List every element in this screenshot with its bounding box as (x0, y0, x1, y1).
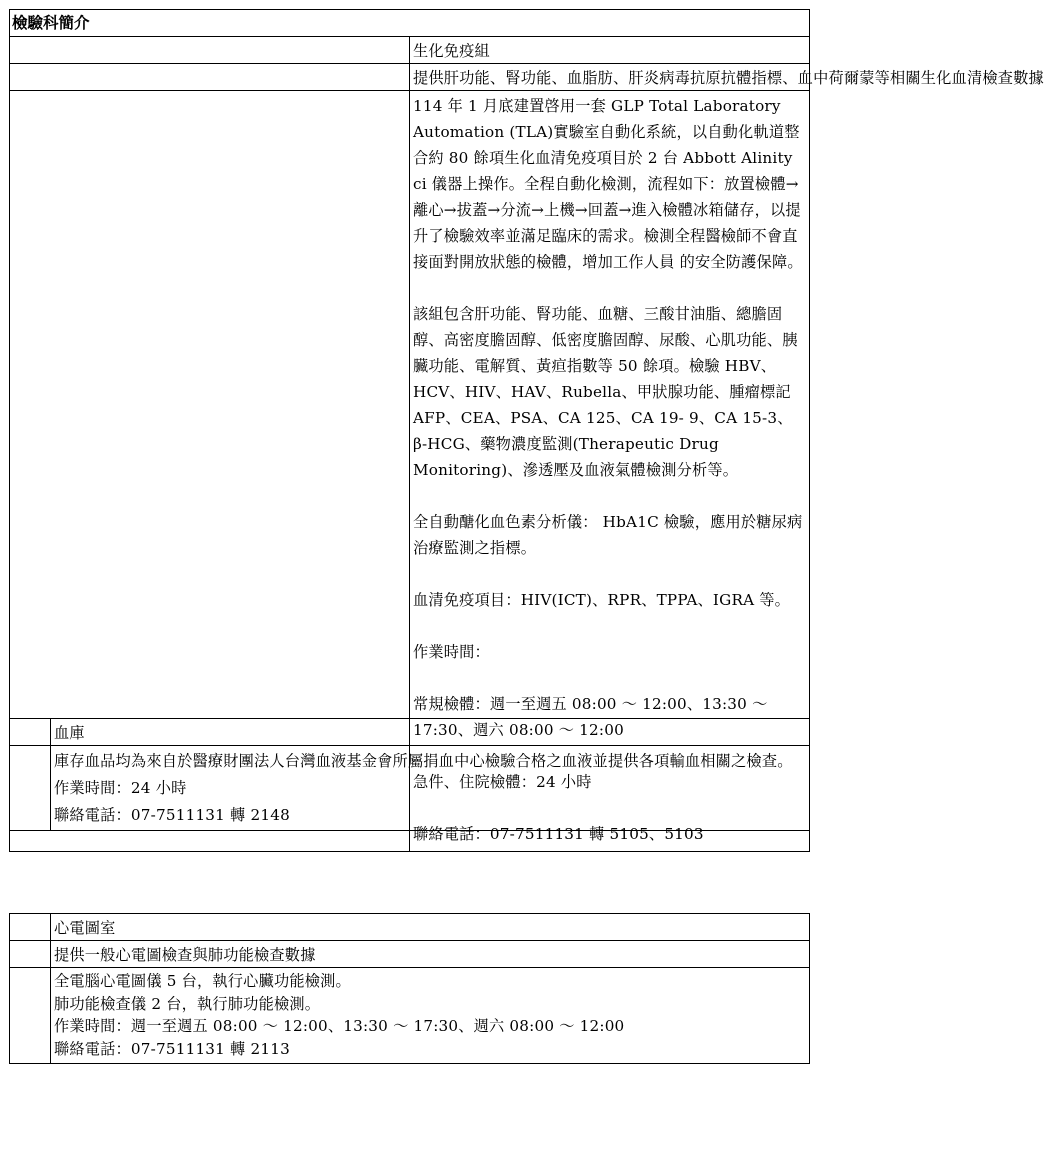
label-cell (10, 941, 51, 968)
ecg-heading: 心電圖室 (54, 919, 116, 937)
urgent-hours: 急件、住院檢體：24 小時 (413, 773, 592, 791)
pulmonary-devices: 肺功能檢查儀 2 台，執行肺功能檢測。 (54, 994, 321, 1013)
blood-bank-heading: 血庫 (54, 724, 85, 742)
label-cell (10, 914, 51, 941)
test-items-paragraph: 該組包含肝功能、腎功能、血糖、三酸甘油脂、總膽固醇、高密度膽固醇、低密度膽固醇、尿酸、心肌功能、胰臟功能、電解質、黃疸指數等 50 餘項。檢驗 HBV、HCV、HIV、HAV、Rubella、甲狀腺功能、腫瘤標記 AFP、CEA、PSA、CA 125、CA 19- 9、CA 15-3、β-HCG、藥物濃度監測(Therapeutic Drug Monitoring)、滲透壓及血液氣體檢測分析等。 (413, 305, 798, 479)
hours-label: 作業時間： (413, 643, 490, 661)
label-cell (10, 64, 410, 91)
label-cell (10, 37, 410, 64)
ecg-devices: 全電腦心電圖儀 5 台，執行心臟功能檢測。 (54, 972, 351, 990)
label-cell (10, 968, 51, 1064)
serum-immunology-paragraph: 血清免疫項目：HIV(ICT)、RPR、TPPA、IGRA 等。 (413, 591, 791, 609)
ecg-summary: 提供一般心電圖檢查與肺功能檢查數據 (54, 946, 316, 964)
blood-bank-hours: 作業時間：24 小時 (54, 779, 187, 797)
blood-bank-description: 庫存血品均為來自於醫療財團法人台灣血液基金會所屬捐血中心檢驗合格之血液並提供各項輸血相關之檢查。 (54, 752, 793, 770)
blood-bank-table (9, 718, 810, 831)
section-title: 檢驗科簡介 (10, 10, 810, 37)
ecg-phone: 聯絡電話：07-7511131 轉 2113 (54, 1039, 290, 1058)
routine-hours: 常規檢體：週一至週五 08:00 ～ 12:00、13:30 ～ 17:30、週六 08:00 ～ 12:00 (413, 695, 768, 739)
blood-bank-content (51, 746, 809, 830)
biochem-summary: 提供肝功能、腎功能、血脂肪、肝炎病毒抗原抗體指標、血中荷爾蒙等相關生化血清檢查數據 (413, 69, 1044, 87)
ecg-content (51, 968, 809, 1063)
label-cell (10, 719, 51, 746)
biochem-heading: 生化免疫組 (413, 42, 490, 60)
tla-paragraph: 114 年 1 月底建置啓用一套 GLP Total Laboratory Automation (TLA)實驗室自動化系統，以自動化軌道整合約 80 餘項生化血清免疫項目於 2 台 Abbott Alinity ci 儀器上操作。全程自動化檢測，流程如下：放置檢體→離心→拔蓋→分流→上機→回蓋→進入檢體冰箱儲存，以提升了檢驗效率並滿足臨床的需求。檢測全程醫檢師不會直接面對開放狀態的檢體，增加工作人員 的安全防護保障。 (413, 97, 803, 271)
ecg-room-table (9, 913, 810, 1064)
contact-phone: 聯絡電話：07-7511131 轉 5105、5103 (413, 825, 704, 843)
hba1c-paragraph: 全自動醣化血色素分析儀： HbA1C 檢驗，應用於糖尿病治療監測之指標。 (413, 513, 803, 557)
blood-bank-phone: 聯絡電話：07-7511131 轉 2148 (54, 806, 290, 824)
ecg-hours: 作業時間：週一至週五 08:00 ～ 12:00、13:30 ～ 17:30、週六 08:00 ～ 12:00 (54, 1017, 625, 1035)
label-cell (10, 746, 51, 831)
